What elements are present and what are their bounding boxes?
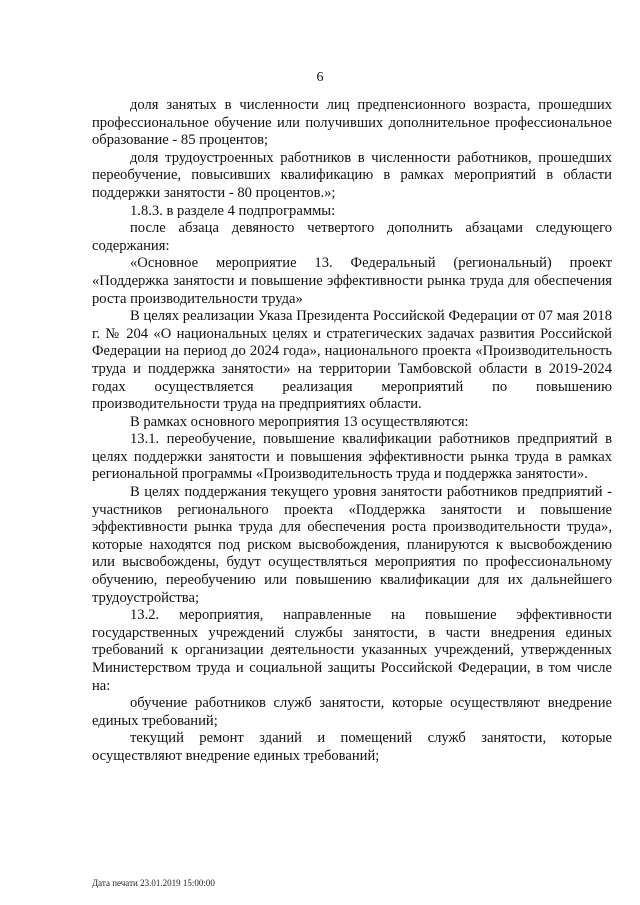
paragraph: доля занятых в численности лиц предпенсионного возраста, прошедших профессиональное обучение или получивших дополнительное профессиональное образование - 85 процентов; — [92, 97, 612, 149]
print-date-footer: Дата печати 23.01.2019 15:00:00 — [92, 878, 215, 888]
paragraph: 13.1. переобучение, повышение квалификации работников предприятий в целях поддержки занятости и повышения эффективности рынка труда в рамках региональной программы «Производительность труда и поддержка занятости». — [92, 431, 612, 483]
paragraph: после абзаца девяносто четвертого дополнить абзацами следующего содержания: — [92, 220, 612, 254]
paragraph: доля трудоустроенных работников в численности работников, прошедших переобучение, повысивших квалификацию в рамках мероприятий в области поддержки занятости - 80 процентов.»; — [92, 149, 612, 201]
paragraph: «Основное мероприятие 13. Федеральный (региональный) проект «Поддержка занятости и повышение эффективности рынка труда для обеспечения роста производительности труда» — [92, 255, 612, 307]
paragraph: текущий ремонт зданий и помещений служб занятости, которые осуществляют внедрение единых требований; — [92, 730, 612, 764]
paragraph: В целях реализации Указа Президента Российской Федерации от 07 мая 2018 г. № 204 «О национальных целях и стратегических задачах развития Российской Федерации на период до 2024 года», национального проекта «Производительность труда и поддержка занятости» на территории Тамбовской области в 2019-2024 годах осуществляется реализация мероприятий по повышению производительности труда на предприятиях области. — [92, 308, 612, 413]
paragraph: В рамках основного мероприятия 13 осуществляются: — [130, 413, 469, 430]
paragraph: В целях поддержания текущего уровня занятости работников предприятий - участников регионального проекта «Поддержка занятости и повышение эффективности рынка труда для обеспечения роста производительности труда», которые находятся под риском высвобождения, планируются к высвобождению или высвобождены, будут осуществляться мероприятия по профессиональному обучению, переобучению или повышению квалификации для их дальнейшего трудоустройства; — [92, 484, 612, 606]
page-number: 6 — [316, 70, 324, 85]
document-body — [92, 97, 612, 766]
paragraph: 1.8.3. в разделе 4 подпрограммы: — [130, 202, 336, 219]
paragraph: 13.2. мероприятия, направленные на повышение эффективности государственных учреждений службы занятости, в части внедрения единых требований к организации деятельности указанных учреждений, утвержденных Министерством труда и социальной защиты Российской Федерации, в том числе на: — [92, 607, 612, 694]
paragraph: обучение работников служб занятости, которые осуществляют внедрение единых требований; — [92, 695, 612, 729]
